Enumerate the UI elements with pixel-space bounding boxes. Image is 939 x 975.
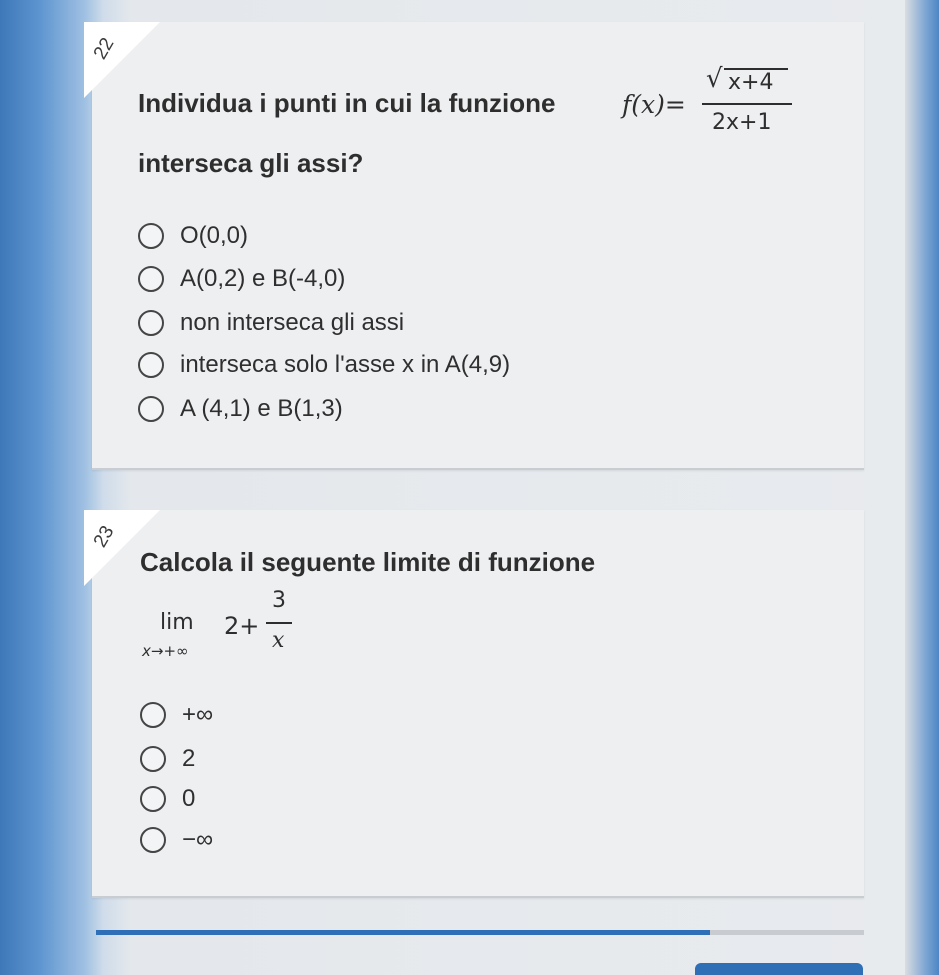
answer-label: −∞ [182, 826, 214, 853]
answer-option[interactable] [140, 701, 213, 729]
formula-denominator: 2x+1 [712, 110, 772, 135]
answer-label: A(0,2) e B(-4,0) [180, 265, 346, 292]
question-number-ribbon [84, 22, 160, 98]
answer-option[interactable] [140, 826, 213, 854]
radio-button[interactable] [140, 827, 166, 853]
answer-label: 2 [182, 745, 196, 772]
window-edge [905, 0, 939, 975]
limit-subscript: x→+∞ [142, 642, 189, 660]
sqrt-icon: √ [706, 64, 723, 94]
fraction-line [266, 622, 292, 624]
question-prompt: Calcola il seguente limite di funzione [140, 547, 596, 577]
limit-expression: 2+ [224, 612, 260, 640]
answer-option[interactable] [140, 745, 195, 773]
answer-label: 0 [182, 785, 196, 812]
answer-label: O(0,0) [180, 222, 249, 249]
question-prompt: Individua i punti in cui la funzione [138, 88, 556, 118]
answer-label: A (4,1) e B(1,3) [180, 395, 343, 422]
fraction-line [702, 103, 792, 105]
radio-button[interactable] [138, 266, 164, 292]
answer-label: interseca solo l'asse x in A(4,9) [180, 351, 511, 378]
radio-button[interactable] [138, 223, 164, 249]
answer-label: +∞ [182, 701, 214, 728]
answer-option[interactable] [140, 785, 195, 813]
progress-bar [96, 930, 864, 935]
radio-button[interactable] [140, 702, 166, 728]
limit-operator: lim [160, 610, 194, 635]
answer-label: non interseca gli assi [180, 309, 405, 336]
answer-option[interactable] [138, 351, 510, 379]
radio-button[interactable] [140, 786, 166, 812]
answer-option[interactable] [138, 395, 343, 423]
radio-button[interactable] [138, 396, 164, 422]
question-number: 22 [89, 34, 119, 64]
progress-fill [96, 930, 710, 935]
limit-denominator: x [272, 628, 285, 653]
radio-button[interactable] [138, 310, 164, 336]
answer-option[interactable] [138, 309, 404, 337]
question-number: 23 [89, 522, 119, 552]
radio-button[interactable] [140, 746, 166, 772]
question-prompt-continued: interseca gli assi? [138, 148, 364, 178]
radio-button[interactable] [138, 352, 164, 378]
answer-option[interactable] [138, 265, 345, 293]
answer-option[interactable] [138, 222, 248, 250]
next-button[interactable] [695, 963, 863, 975]
formula-lhs: f(x)= [622, 90, 686, 119]
limit-numerator: 3 [272, 588, 286, 613]
formula-numerator: x+4 [728, 70, 774, 95]
